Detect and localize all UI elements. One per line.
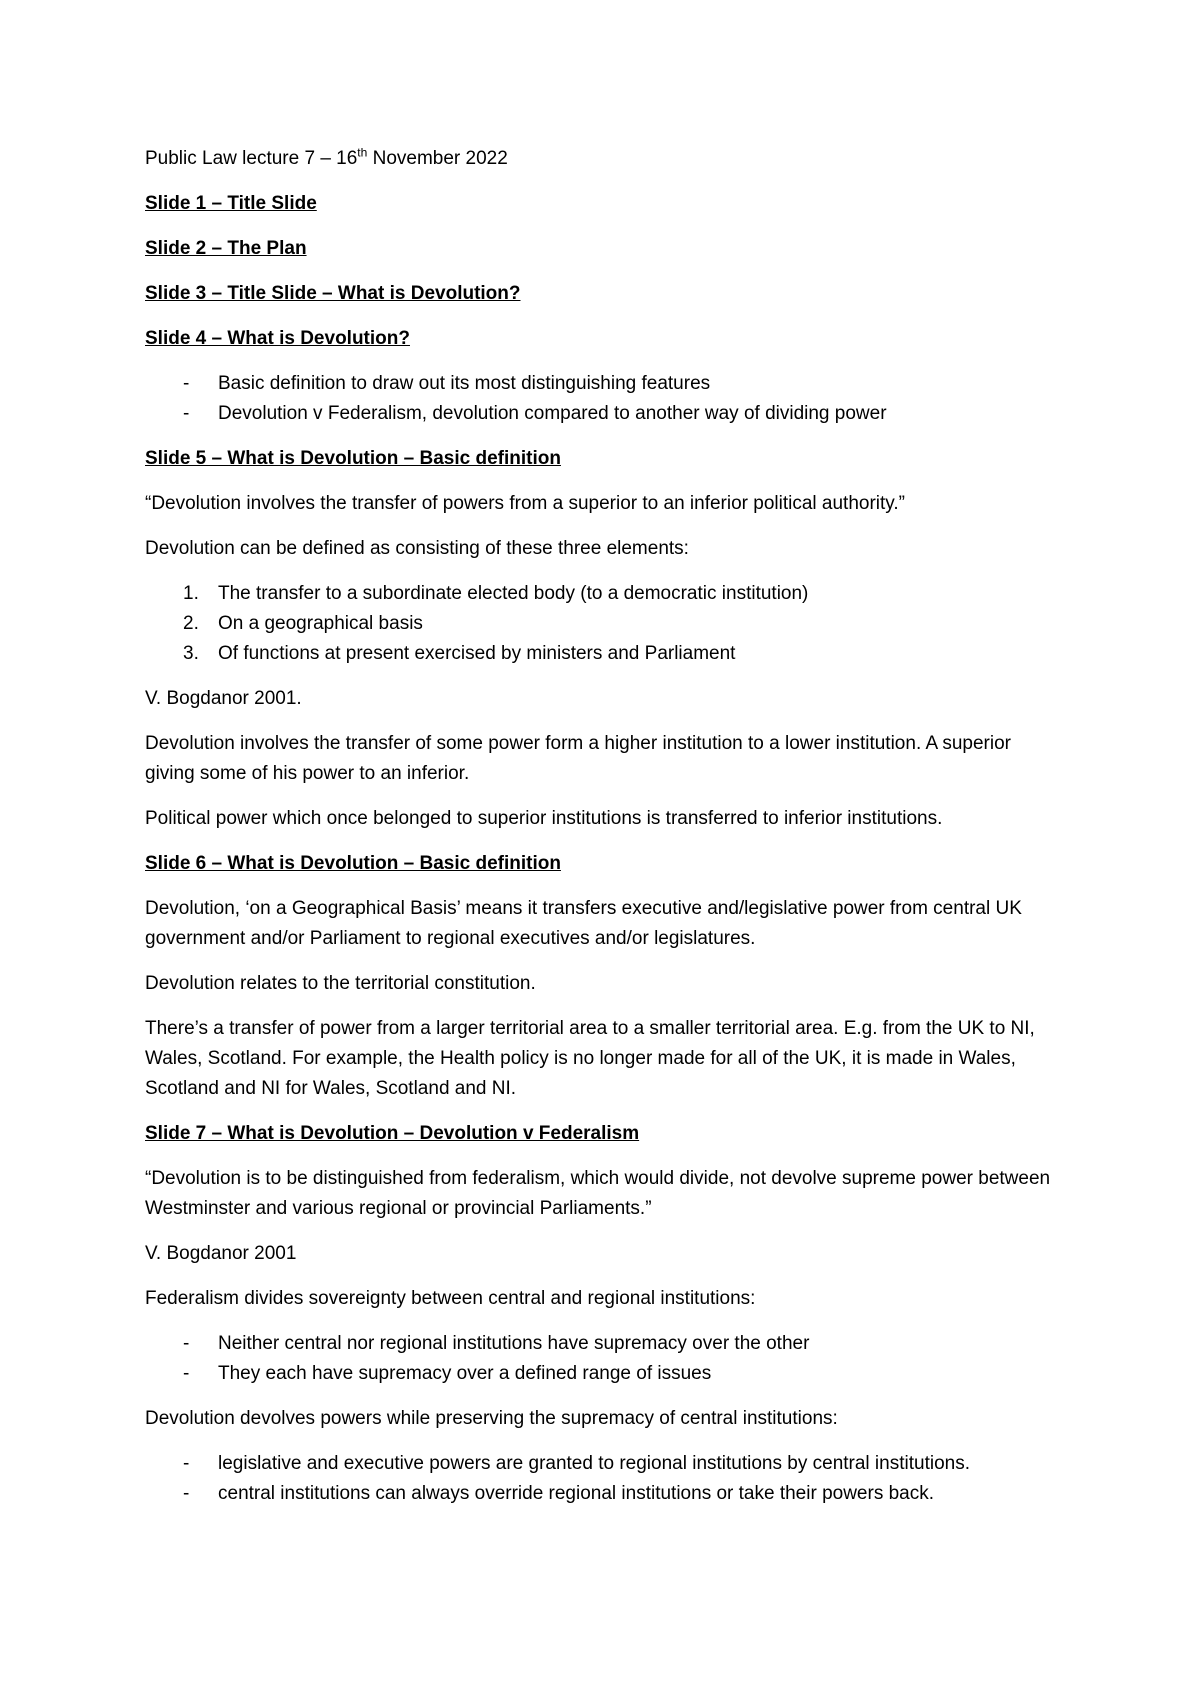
slide-5-paragraph-1: Devolution involves the transfer of some power form a higher institution to a lower institution. A superior giving some of his power to an inferior. bbox=[145, 733, 1011, 784]
list-item: 1. The transfer to a subordinate elected body (to a democratic institution) bbox=[145, 579, 1065, 609]
slide-2-heading: Slide 2 – The Plan bbox=[145, 238, 307, 259]
list-item: - They each have supremacy over a defined range of issues bbox=[145, 1359, 1065, 1389]
document-title: Public Law lecture 7 – 16th November 2022 bbox=[145, 145, 508, 169]
number-marker: 2. bbox=[183, 613, 199, 634]
slide-6-paragraph-2: Devolution relates to the territorial constitution. bbox=[145, 973, 536, 994]
document-body bbox=[145, 144, 1065, 1524]
slide-7-heading: Slide 7 – What is Devolution – Devolution v Federalism bbox=[145, 1123, 640, 1144]
dash-marker: - bbox=[183, 1483, 190, 1504]
number-marker: 1. bbox=[183, 583, 199, 604]
dash-marker: - bbox=[183, 1333, 190, 1354]
slide-5-quote: “Devolution involves the transfer of powers from a superior to an inferior political authority.” bbox=[145, 493, 905, 514]
dash-marker: - bbox=[183, 1363, 190, 1384]
slide-6-heading: Slide 6 – What is Devolution – Basic definition bbox=[145, 853, 561, 874]
slide-5-heading: Slide 5 – What is Devolution – Basic definition bbox=[145, 448, 561, 469]
slide-7-federalism-list bbox=[145, 1329, 1065, 1389]
slide-4-heading: Slide 4 – What is Devolution? bbox=[145, 328, 410, 349]
list-item: - Basic definition to draw out its most distinguishing features bbox=[145, 369, 1065, 399]
list-item: - Devolution v Federalism, devolution compared to another way of dividing power bbox=[145, 399, 1065, 429]
slide-1-heading: Slide 1 – Title Slide bbox=[145, 193, 317, 214]
slide-5-paragraph-2: Political power which once belonged to superior institutions is transferred to inferior institutions. bbox=[145, 808, 943, 829]
slide-4-list bbox=[145, 369, 1065, 429]
slide-6-paragraph-3: There’s a transfer of power from a larger territorial area to a smaller territorial area. E.g. from the UK to NI, Wales, Scotland. For example, the Health policy is no longer made for all of the UK, it is made in Wales, Scotland and NI for Wales, Scotland and NI. bbox=[145, 1018, 1035, 1099]
number-marker: 3. bbox=[183, 643, 199, 664]
list-item: - Neither central nor regional institutions have supremacy over the other bbox=[145, 1329, 1065, 1359]
slide-7-devolution-intro: Devolution devolves powers while preserving the supremacy of central institutions: bbox=[145, 1408, 838, 1429]
slide-7-quote: “Devolution is to be distinguished from federalism, which would divide, not devolve supreme power between Westminster and various regional or provincial Parliaments.” bbox=[145, 1168, 1051, 1219]
slide-7-citation: V. Bogdanor 2001 bbox=[145, 1243, 297, 1264]
dash-marker: - bbox=[183, 373, 190, 394]
slide-5-intro: Devolution can be defined as consisting of these three elements: bbox=[145, 538, 689, 559]
ordinal-suffix: th bbox=[357, 145, 368, 160]
slide-7-federalism-intro: Federalism divides sovereignty between central and regional institutions: bbox=[145, 1288, 756, 1309]
slide-5-elements-list bbox=[145, 579, 1065, 669]
slide-6-paragraph-1: Devolution, ‘on a Geographical Basis’ means it transfers executive and/legislative power from central UK government and/or Parliament to regional executives and/or legislatures. bbox=[145, 898, 1022, 949]
list-item: - legislative and executive powers are granted to regional institutions by central institutions. bbox=[145, 1449, 1065, 1479]
list-item: - central institutions can always override regional institutions or take their powers back. bbox=[145, 1479, 1065, 1509]
list-item: 3. Of functions at present exercised by ministers and Parliament bbox=[145, 639, 1065, 669]
slide-7-devolution-list bbox=[145, 1449, 1065, 1509]
dash-marker: - bbox=[183, 403, 190, 424]
slide-5-citation: V. Bogdanor 2001. bbox=[145, 688, 302, 709]
dash-marker: - bbox=[183, 1453, 190, 1474]
list-item: 2. On a geographical basis bbox=[145, 609, 1065, 639]
slide-3-heading: Slide 3 – Title Slide – What is Devolution? bbox=[145, 283, 521, 304]
